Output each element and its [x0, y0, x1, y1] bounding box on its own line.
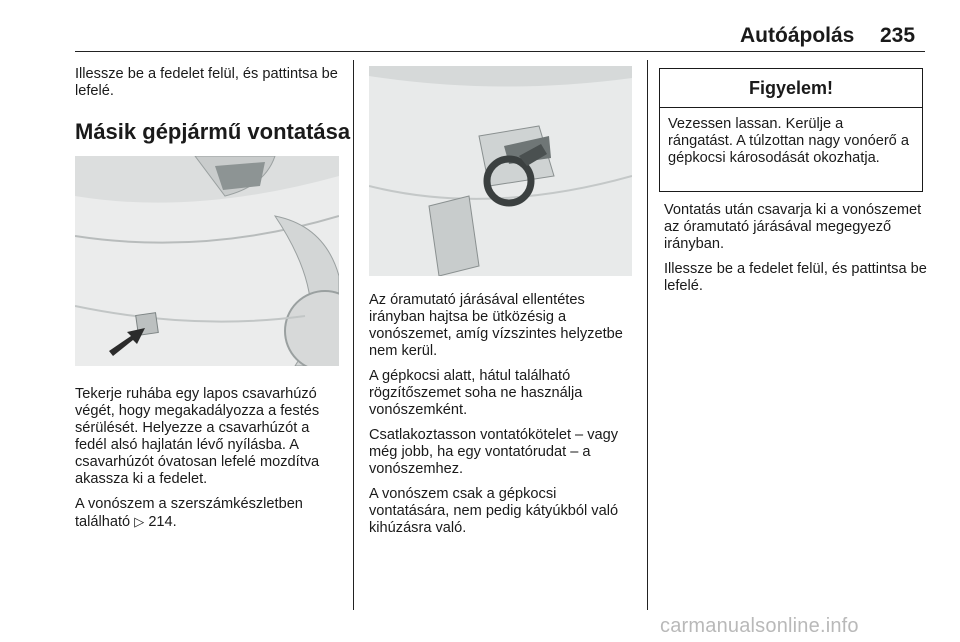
attach-rope-paragraph: Csatlakoztasson vontatókötelet – vagy még jobb, ha egy vontatórudat – a vonószemhez. — [369, 427, 619, 477]
warning-text: Vezessen lassan. Kerülje a rángatást. A túlzottan nagy vonóerő a gépkocsi károsodását okozhatja. — [668, 116, 909, 166]
header-rule — [75, 51, 925, 52]
screw-in-paragraph: Az óramutató járásával ellentétes irányban hajtsa be ütközésig a vonószemet, amíg vízszintes helyzetbe nem kerül. — [369, 292, 623, 359]
watermark: carmanualsonline.info — [660, 615, 859, 637]
screwdriver-paragraph: Tekerje ruhába egy lapos csavarhúzó végét, hogy megakadályozza a festés sérülését. Helyezze a csavarhúzót a fedél alsó hajlatán lévő nyílásba. A csavarhúzót óvatosan lefelé mozdítva akassza ki a fedelet. — [75, 386, 320, 487]
warning-box — [659, 68, 923, 192]
towing-eye-illustration — [369, 66, 632, 276]
column-2-body — [369, 292, 639, 545]
column-1 — [75, 66, 345, 108]
tool-kit-text: A vonószem a szerszámkészletben található — [75, 496, 303, 530]
page-header-title: Autóápolás — [740, 24, 855, 47]
reference-arrow-icon: ▷ — [134, 514, 145, 529]
intro-paragraph: Illessze be a fedelet felül, és pattintsa be lefelé. — [75, 66, 338, 99]
tool-kit-page-ref[interactable]: 214. — [148, 514, 177, 530]
rear-bumper-cover-illustration — [75, 156, 339, 366]
section-heading: Másik gépjármű vontatása — [75, 119, 351, 144]
column-1-body — [75, 386, 345, 539]
page-number: 235 — [880, 24, 916, 47]
rear-bumper-svg — [75, 156, 339, 366]
towing-only-paragraph: A vonószem csak a gépkocsi vontatására, nem pedig kátyúkból való kihúzásra való. — [369, 486, 619, 536]
column-divider-right — [647, 60, 648, 610]
column-divider-left — [353, 60, 354, 610]
tie-down-warning-paragraph: A gépkocsi alatt, hátul található rögzítőszemet soha ne használja vonószemként. — [369, 368, 583, 418]
column-3-body — [664, 202, 929, 303]
refit-cover-paragraph: Illessze be a fedelet felül, és pattintsa be lefelé. — [664, 261, 927, 294]
unscrew-paragraph: Vontatás után csavarja ki a vonószemet az óramutató járásával megegyező irányban. — [664, 202, 922, 252]
tool-kit-paragraph — [75, 496, 345, 531]
warning-title: Figyelem! — [660, 69, 922, 108]
towing-eye-svg — [369, 66, 632, 276]
